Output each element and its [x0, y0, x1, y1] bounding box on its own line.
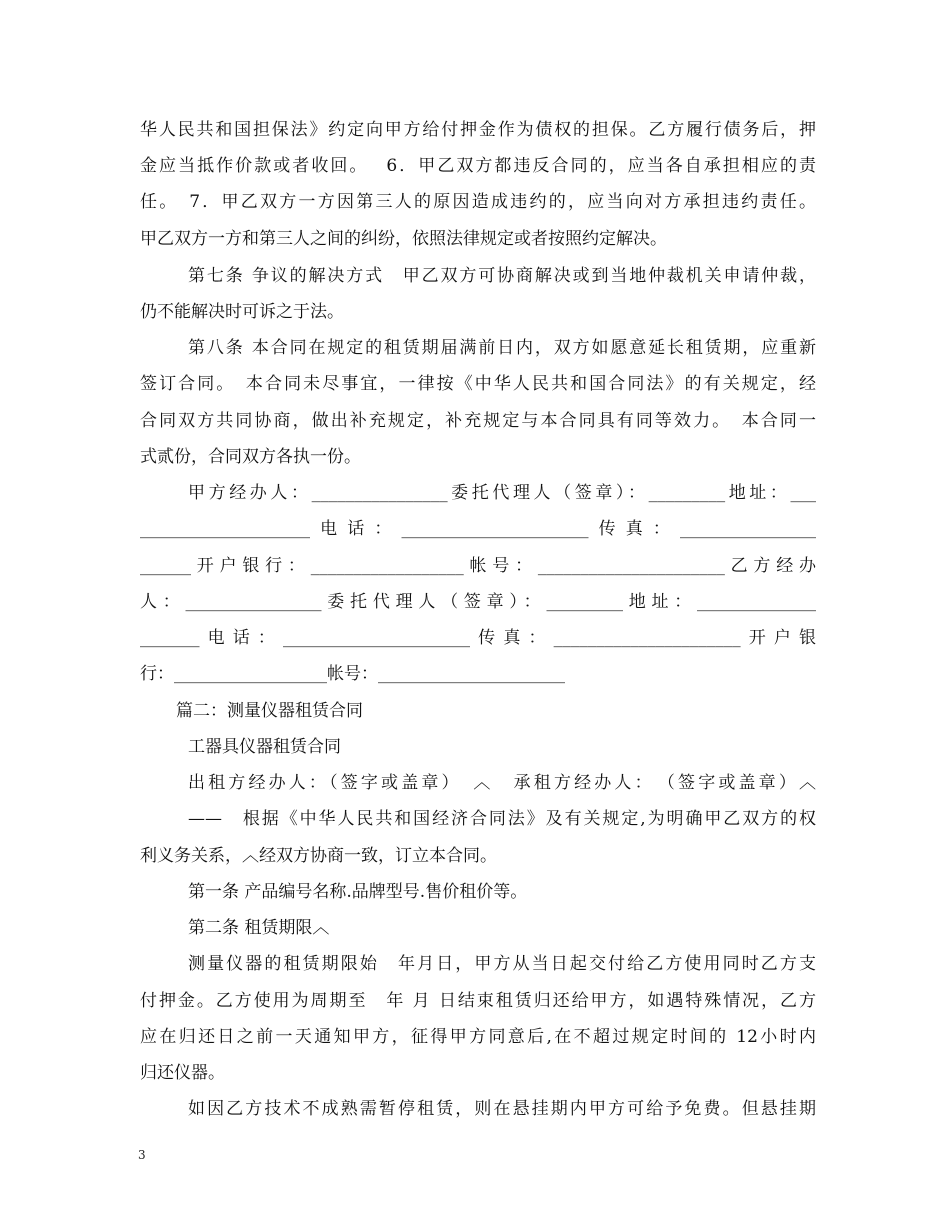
body-line: 任。 7．甲乙双方一方因第三人的原因造成违约的，应当向对方承担违约责任。: [140, 192, 816, 212]
body-line: 归还仪器。: [140, 1063, 225, 1083]
body-line: 金应当抵作价款或者收回。 6．甲乙双方都违反合同的，应当各自承担相应的责: [140, 156, 816, 176]
parties-line: 出租方经办人：（签字或盖章） ︿ 承租方经办人： （签字或盖章）︿: [188, 773, 816, 793]
signature-field-line: ____________________电话：______________________传真：________________: [140, 519, 816, 539]
body-line: 式贰份，合同双方各执一份。: [140, 447, 361, 467]
clause-2-heading: 第二条 租赁期限︿: [188, 918, 330, 938]
page-number: 3: [138, 1148, 146, 1162]
signature-field-line: _______电话：______________________传真：______________________开户银: [140, 628, 816, 648]
body-line: —— 根据《中华人民共和国经济合同法》及有关规定,为明确甲乙双方的权: [188, 809, 816, 829]
contract-title: 工器具仪器租赁合同: [188, 737, 341, 757]
clause-1-heading: 第一条 产品编号名称.品牌型号.售价租价等。: [188, 882, 528, 902]
body-line: 付押金。乙方使用为周期至 年 月 日结束租赁归还给甲方，如遇特殊情况，乙方: [140, 991, 816, 1011]
body-line: 甲乙双方一方和第三人之间的纠纷，依照法律规定或者按照约定解决。: [140, 229, 667, 249]
body-line: 华人民共和国担保法》约定向甲方给付押金作为债权的担保。乙方履行债务后，押: [140, 120, 816, 140]
body-line: 签订合同。 本合同未尽事宜，一律按《中华人民共和国合同法》的有关规定，经: [140, 374, 816, 394]
body-line: 应在归还日之前一天通知甲方，征得甲方同意后,在不超过规定时间的 12小时内: [140, 1027, 816, 1047]
body-line: 如因乙方技术不成熟需暂停租赁，则在悬挂期内甲方可给予免费。但悬挂期: [188, 1099, 816, 1119]
signature-field-line: 人：________________委托代理人（签章）：_________地址：______________: [140, 592, 816, 612]
body-line: 合同双方共同协商，做出补充规定，补充规定与本合同具有同等效力。 本合同一: [140, 411, 816, 431]
signature-field-line: 甲方经办人：________________委托代理人（签章）：_________地址：___: [188, 483, 816, 503]
signature-field-line: ______开户银行：__________________帐号：______________________乙方经办: [140, 556, 816, 576]
body-line: 测量仪器的租赁期限始 年月日，甲方从当日起交付给乙方使用同时乙方支: [188, 954, 816, 974]
body-line: 仍不能解决时可诉之于法。: [140, 302, 344, 322]
body-line: 利义务关系，︿经双方协商一致，订立本合同。: [140, 846, 497, 866]
clause-8-heading: 第八条 本合同在规定的租赁期届满前日内，双方如愿意延长租赁期，应重新: [188, 338, 816, 358]
clause-7-heading: 第七条 争议的解决方式 甲乙双方可协商解决或到当地仲裁机关申请仲裁，: [188, 266, 816, 286]
signature-field-line: 行：__________________帐号：______________________: [140, 664, 565, 684]
section-heading: 篇二：测量仪器租赁合同: [176, 701, 363, 721]
